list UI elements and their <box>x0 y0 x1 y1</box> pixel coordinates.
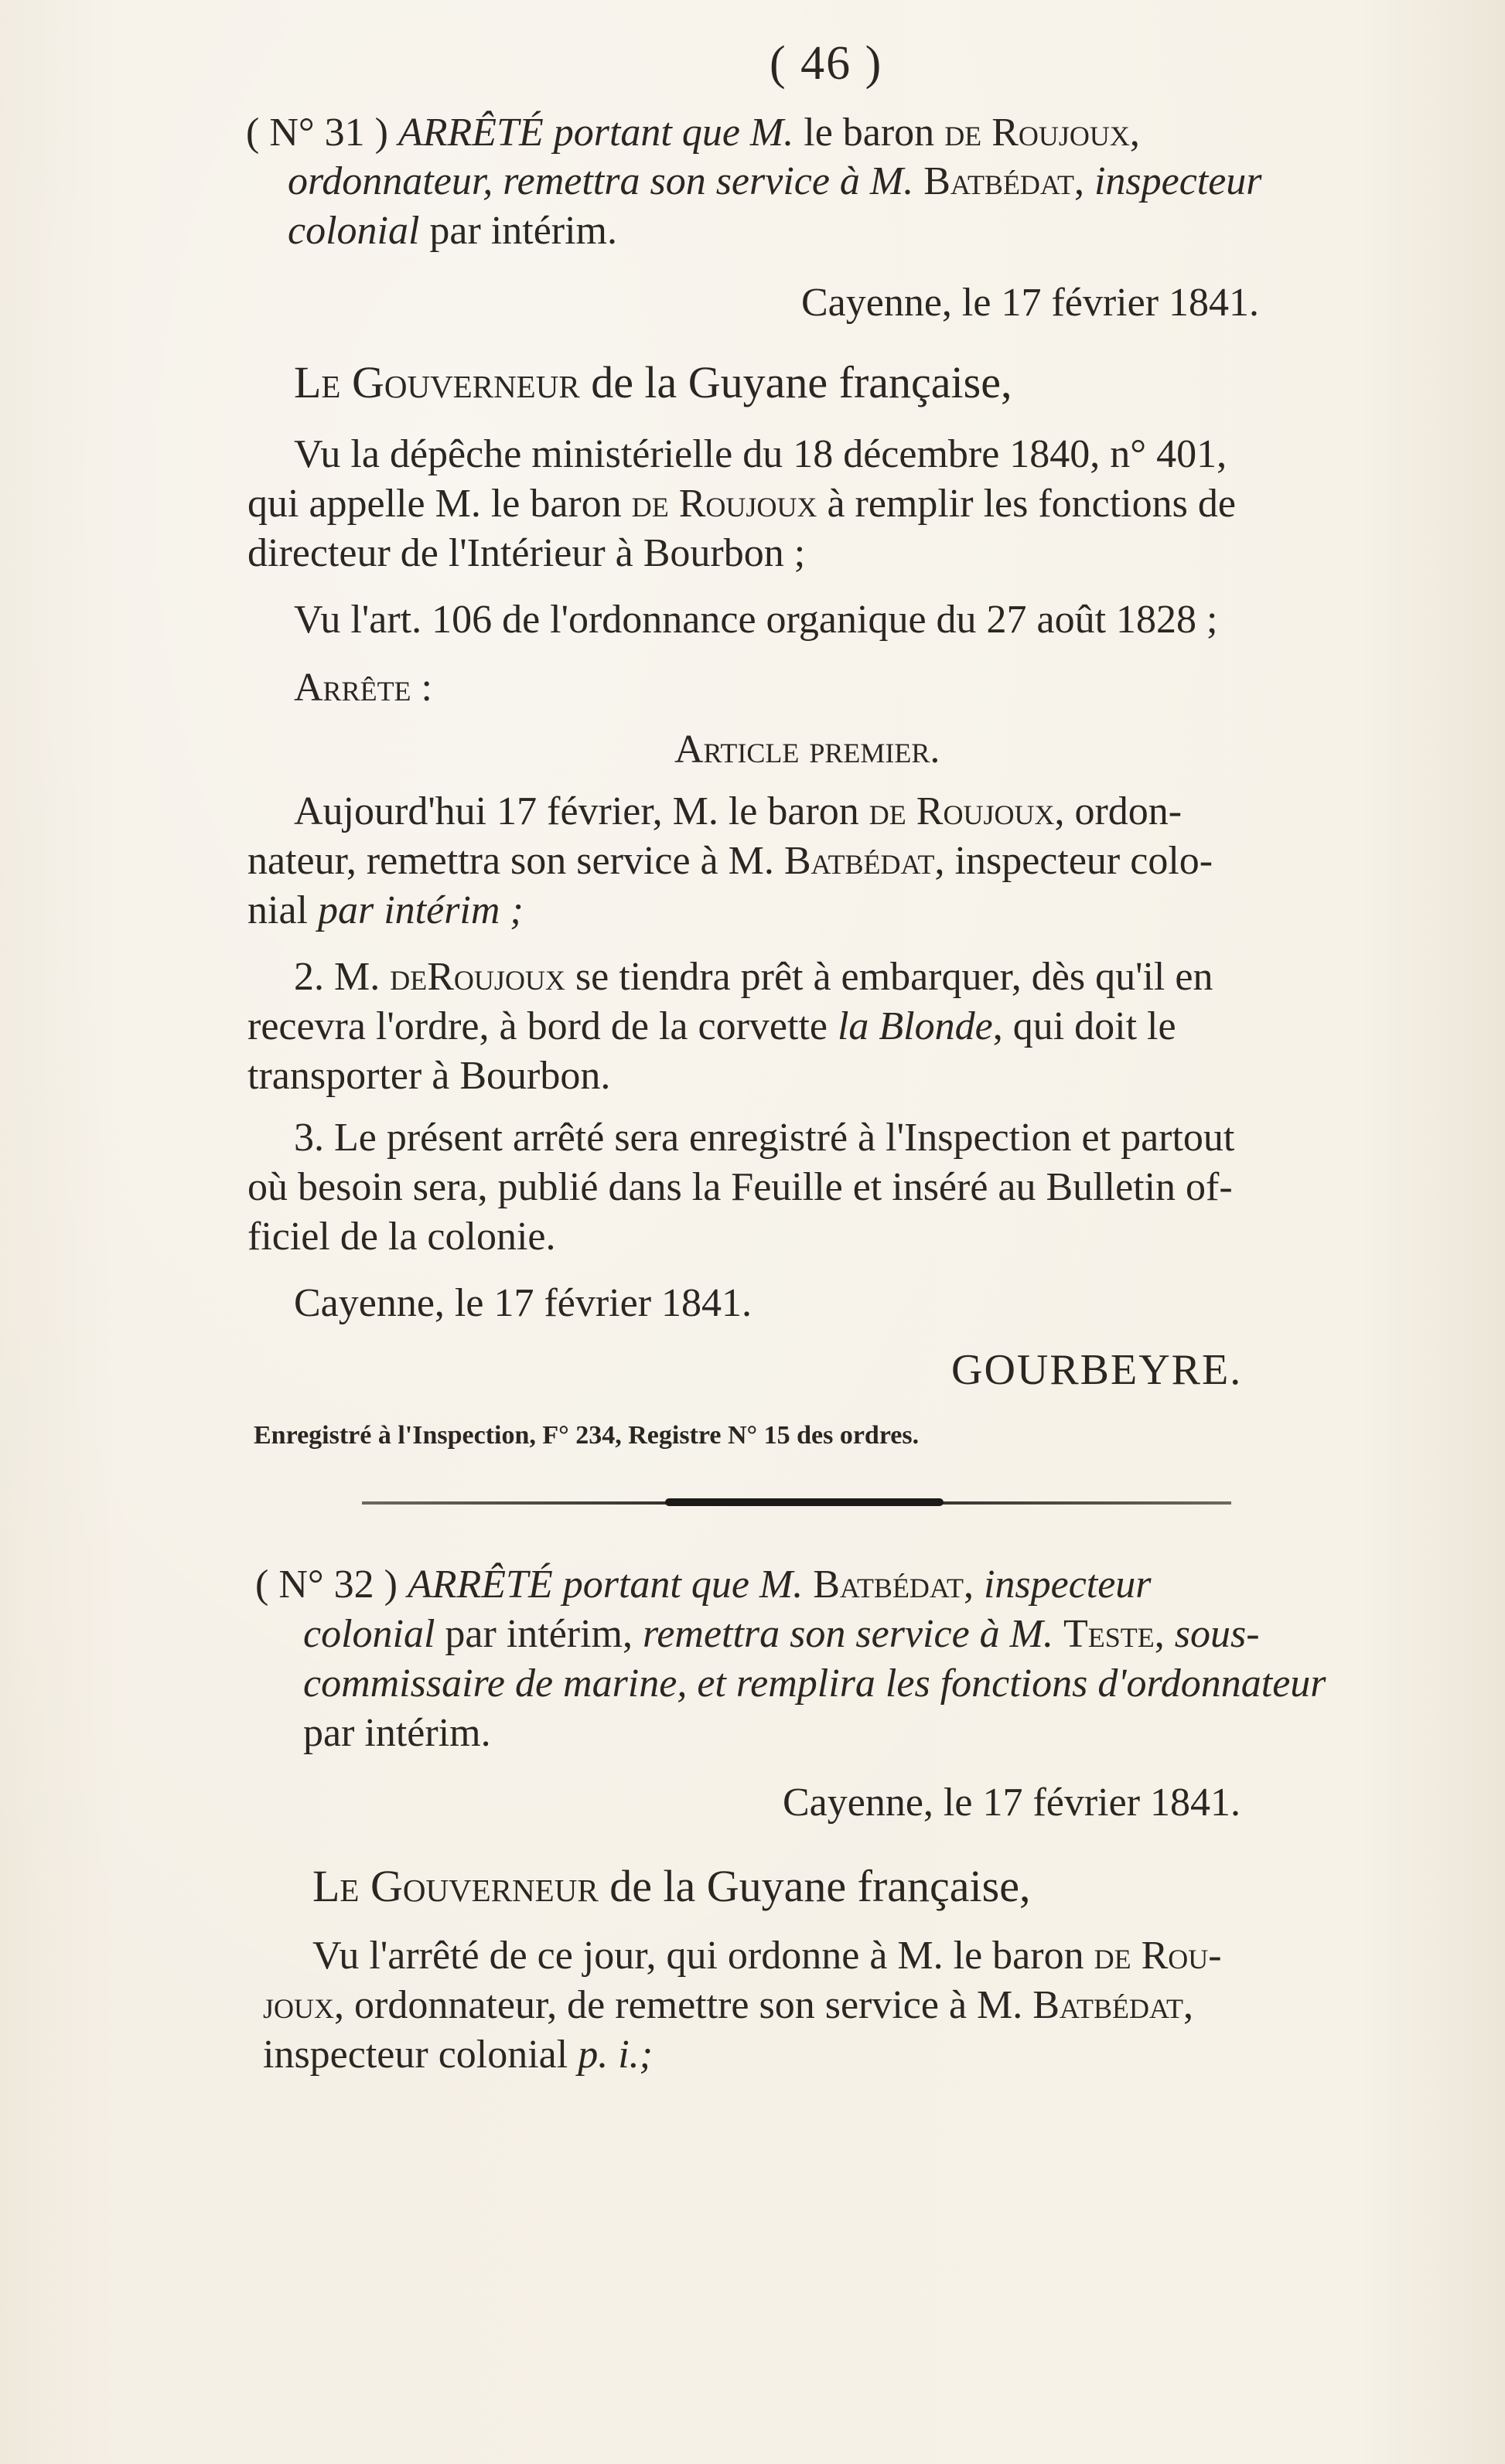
decree-31-article-3-line-3: ficiel de la colonie. <box>247 1215 556 1259</box>
decree-32-vu-line-3: inspecteur colonial p. i.; <box>263 2033 653 2077</box>
decree-31-article-heading: Article premier. <box>674 728 940 772</box>
decree-31-article-2-line-2: recevra l'ordre, à bord de la corvette la Blonde, qui doit le <box>247 1004 1176 1048</box>
decree-31-governor-line: Le Gouverneur de la Guyane française, <box>294 357 1012 407</box>
decree-31-registration: Enregistré à l'Inspection, F° 234, Registre N° 15 des ordres. <box>254 1421 920 1450</box>
section-divider-center <box>665 1498 944 1506</box>
decree-32-vu-line-2: joux, ordonnateur, de remettre son service à M. Batbédat, <box>263 1983 1193 2027</box>
decree-31-vu-1-line-3: directeur de l'Intérieur à Bourbon ; <box>247 531 806 575</box>
decree-31-article-2-line-3: transporter à Bourbon. <box>247 1054 611 1098</box>
decree-31-article-3-line-2: où besoin sera, publié dans la Feuille et inséré au Bulletin of- <box>247 1165 1233 1209</box>
decree-31-vu-1-line-1: Vu la dépêche ministérielle du 18 décembre 1840, n° 401, <box>294 432 1227 476</box>
decree-31-signature: GOURBEYRE. <box>951 1346 1243 1394</box>
decree-31-date: Cayenne, le 17 février 1841. <box>801 281 1260 325</box>
decree-32-governor-line: Le Gouverneur de la Guyane française, <box>312 1861 1031 1911</box>
decree-31-article-1-line-2: nateur, remettra son service à M. Batbédat, inspecteur colo- <box>247 839 1213 883</box>
decree-32-heading-line-1: ( N° 32 ) ARRÊTÉ portant que M. Batbédat, inspecteur <box>255 1563 1152 1607</box>
decree-31-article-1-line-3: nial par intérim ; <box>247 888 524 932</box>
decree-31-arrete: Arrête : <box>294 666 432 710</box>
decree-32-heading-line-2: colonial par intérim, remettra son service à M. Teste, sous- <box>303 1612 1260 1656</box>
page-number: ( 46 ) <box>770 37 883 90</box>
decree-31-vu-2: Vu l'art. 106 de l'ordonnance organique du 27 août 1828 ; <box>294 598 1218 642</box>
decree-number: ( N° 31 ) <box>246 111 388 155</box>
decree-32-date: Cayenne, le 17 février 1841. <box>783 1781 1241 1825</box>
decree-31-article-2-line-1: 2. M. deRoujoux se tiendra prêt à embarquer, dès qu'il en <box>294 955 1213 999</box>
decree-31-article-3-line-1: 3. Le présent arrêté sera enregistré à l'Inspection et partout <box>294 1116 1235 1160</box>
decree-31-article-1-line-1: Aujourd'hui 17 février, M. le baron de Roujoux, ordon- <box>294 789 1182 833</box>
decree-number: ( N° 32 ) <box>255 1563 398 1607</box>
decree-32-heading-line-3: commissaire de marine, et remplira les fonctions d'ordonnateur <box>303 1661 1326 1706</box>
decree-32-vu-line-1: Vu l'arrêté de ce jour, qui ordonne à M. le baron de Rou- <box>312 1934 1222 1978</box>
decree-31-heading-line-2: ordonnateur, remettra son service à M. Batbédat, inspecteur <box>288 159 1262 203</box>
decree-31-vu-1-line-2: qui appelle M. le baron de Roujoux à remplir les fonctions de <box>247 482 1236 526</box>
decree-31-heading-line-3: colonial par intérim. <box>288 209 618 253</box>
decree-32-heading-line-4: par intérim. <box>303 1711 491 1755</box>
decree-31-closing-date: Cayenne, le 17 février 1841. <box>294 1281 752 1325</box>
decree-31-heading-line-1: ( N° 31 ) ARRÊTÉ portant que M. le baron de Roujoux, <box>246 111 1140 155</box>
